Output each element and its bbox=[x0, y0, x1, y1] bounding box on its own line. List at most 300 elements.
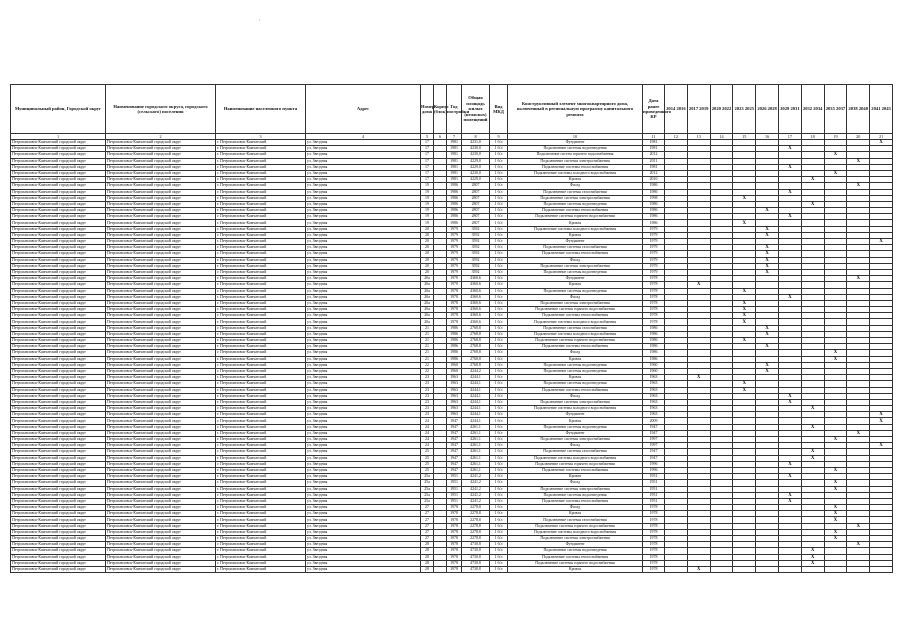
cell-settlement: Петропавловск-Камчатский городской округ bbox=[106, 455, 216, 461]
cell-year: 1981 bbox=[447, 158, 462, 164]
cell-prev-repair: 1986 bbox=[643, 338, 665, 344]
cell-settlement: Петропавловск-Камчатский городской округ bbox=[106, 313, 216, 319]
cell-year: 1947 bbox=[447, 461, 462, 467]
cell-area: 2807 bbox=[462, 201, 490, 207]
cell-element: Подключение системы электроснабжения bbox=[508, 437, 643, 443]
cell-locality: г. Петропавловск-Камчатский bbox=[216, 170, 306, 176]
cell-settlement: Петропавловск-Камчатский городской округ bbox=[106, 449, 216, 455]
cell-locality: г. Петропавловск-Камчатский bbox=[216, 325, 306, 331]
cell-prev-repair: 1947 bbox=[643, 430, 665, 436]
cell-prev-repair: 2010 bbox=[643, 177, 665, 183]
cell-type: 1 б/л bbox=[490, 424, 508, 430]
cell-locality: г. Петропавловск-Камчатский bbox=[216, 257, 306, 263]
cell-area: 4244,1 bbox=[462, 399, 490, 405]
cell-locality: г. Петропавловск-Камчатский bbox=[216, 282, 306, 288]
cell-settlement: Петропавловск-Камчатский городской округ bbox=[106, 183, 216, 189]
cell-area: 2278,8 bbox=[462, 517, 490, 523]
cell-year: 1978 bbox=[447, 282, 462, 288]
cell-settlement: Петропавловск-Камчатский городской округ bbox=[106, 511, 216, 517]
cell-area: 4261,1 bbox=[462, 424, 490, 430]
cell-area: 4241,2 bbox=[462, 474, 490, 480]
cell-year: 1986 bbox=[447, 208, 462, 214]
cell-house-number: 19 bbox=[421, 183, 434, 189]
cell-address: ул. Звездная bbox=[306, 331, 421, 337]
cell-type: 1 б/л bbox=[490, 331, 508, 337]
cell-element: Подключение системы холодного водоснабжения bbox=[508, 331, 643, 337]
cell-element: Подключение системы электроснабжения bbox=[508, 300, 643, 306]
cell-element: Фасад bbox=[508, 350, 643, 356]
repair-mark: X bbox=[742, 307, 747, 313]
cell-prev-repair: 1960 bbox=[643, 362, 665, 368]
header-address: Адрес bbox=[306, 85, 421, 134]
cell-settlement: Петропавловск-Камчатский городской округ bbox=[106, 443, 216, 449]
cell-year: 1963 bbox=[447, 406, 462, 412]
cell-year: 1963 bbox=[447, 381, 462, 387]
cell-address: ул. Звездная bbox=[306, 226, 421, 232]
cell-prev-repair: 1963 bbox=[643, 399, 665, 405]
cell-element: Подключение системы холодного водоснабжения bbox=[508, 529, 643, 535]
cell-house-number: 20а bbox=[421, 319, 434, 325]
cell-address: ул. Звездная bbox=[306, 375, 421, 381]
header-type: Вид МКД bbox=[490, 85, 508, 134]
cell-address: ул. Звездная bbox=[306, 412, 421, 418]
cell-area: 2807 bbox=[462, 208, 490, 214]
cell-area: 4230,0 bbox=[462, 152, 490, 158]
cell-house-number: 24 bbox=[421, 443, 434, 449]
cell-element: Подключение системы водоотведения bbox=[508, 424, 643, 430]
cell-area: 4244,1 bbox=[462, 387, 490, 393]
cell-element: Кровля bbox=[508, 177, 643, 183]
cell-year: 1979 bbox=[447, 239, 462, 245]
cell-address: ул. Звездная bbox=[306, 536, 421, 542]
repair-mark: X bbox=[788, 214, 792, 220]
cell-year: 1986 bbox=[447, 201, 462, 207]
cell-settlement: Петропавловск-Камчатский городской округ bbox=[106, 418, 216, 424]
repair-mark: X bbox=[856, 542, 861, 548]
cell-year: 1963 bbox=[447, 412, 462, 418]
cell-house-number: 25 bbox=[421, 449, 434, 455]
cell-type: 1 б/л bbox=[490, 177, 508, 183]
cell-address: ул. Звездная bbox=[306, 480, 421, 486]
cell-settlement: Петропавловск-Камчатский городской округ bbox=[106, 362, 216, 368]
cell-prev-repair: 1963 bbox=[643, 393, 665, 399]
cell-year: 1951 bbox=[447, 492, 462, 498]
cell-prev-repair: 1986 bbox=[643, 325, 665, 331]
cell-element: Подключение системы горячего водоснабжения bbox=[508, 560, 643, 566]
repair-mark: X bbox=[833, 437, 838, 443]
cell-year: 1951 bbox=[447, 474, 462, 480]
cell-settlement: Петропавловск-Камчатский городской округ bbox=[106, 189, 216, 195]
cell-area: 4730,8 bbox=[462, 554, 490, 560]
cell-area: 4261,1 bbox=[462, 467, 490, 473]
cell-element: Подключение системы теплоснабжения bbox=[508, 498, 643, 504]
cell-address: ул. Звездная bbox=[306, 183, 421, 189]
cell-settlement: Петропавловск-Камчатский городской округ bbox=[106, 523, 216, 529]
cell-type: 1 б/л bbox=[490, 319, 508, 325]
column-number: 20 bbox=[847, 134, 870, 140]
cell-settlement: Петропавловск-Камчатский городской округ bbox=[106, 331, 216, 337]
cell-house-number: 24 bbox=[421, 430, 434, 436]
cell-element: Подключение системы водоотведения bbox=[508, 362, 643, 368]
cell-area: 3592 bbox=[462, 245, 490, 251]
cell-house-number: 23 bbox=[421, 406, 434, 412]
cell-year: 1978 bbox=[447, 511, 462, 517]
cell-area: 4244,2 bbox=[462, 368, 490, 374]
cell-year: 1951 bbox=[447, 480, 462, 486]
cell-settlement: Петропавловск-Камчатский городской округ bbox=[106, 412, 216, 418]
cell-type: 1 б/л bbox=[490, 548, 508, 554]
cell-locality: г. Петропавловск-Камчатский bbox=[216, 183, 306, 189]
cell-address: ул. Звездная bbox=[306, 399, 421, 405]
cell-prev-repair: 2011 bbox=[643, 158, 665, 164]
cell-district: Петропавловск-Камчатский городской округ bbox=[11, 368, 106, 374]
cell-year: 1986 bbox=[447, 331, 462, 337]
cell-settlement: Петропавловск-Камчатский городской округ bbox=[106, 208, 216, 214]
cell-settlement: Петропавловск-Камчатский городской округ bbox=[106, 158, 216, 164]
cell-house-number: 22 bbox=[421, 368, 434, 374]
cell-locality: г. Петропавловск-Камчатский bbox=[216, 239, 306, 245]
cell-district: Петропавловск-Камчатский городской округ bbox=[11, 338, 106, 344]
cell-district: Петропавловск-Камчатский городской округ bbox=[11, 554, 106, 560]
cell-year: 1979 bbox=[447, 269, 462, 275]
cell-district: Петропавловск-Камчатский городской округ bbox=[11, 201, 106, 207]
cell-address: ул. Звездная bbox=[306, 325, 421, 331]
cell-element: Фасад bbox=[508, 294, 643, 300]
repair-mark: X bbox=[765, 344, 769, 350]
cell-prev-repair: 1998 bbox=[643, 195, 665, 201]
cell-element: Подключение системы водоотведения bbox=[508, 492, 643, 498]
cell-address: ул. Звездная bbox=[306, 294, 421, 300]
cell-element: Кровля bbox=[508, 375, 643, 381]
header-period: 2041 2043 bbox=[870, 85, 893, 134]
column-number: 6 bbox=[434, 134, 447, 140]
cell-address: ул. Звездная bbox=[306, 467, 421, 473]
cell-address: ул. Звездная bbox=[306, 492, 421, 498]
cell-year: 1978 bbox=[447, 542, 462, 548]
cell-locality: г. Петропавловск-Камчатский bbox=[216, 467, 306, 473]
column-number: 5 bbox=[421, 134, 434, 140]
cell-type: 1 б/л bbox=[490, 239, 508, 245]
cell-district: Петропавловск-Камчатский городской округ bbox=[11, 208, 106, 214]
cell-address: ул. Звездная bbox=[306, 338, 421, 344]
cell-district: Петропавловск-Камчатский городской округ bbox=[11, 276, 106, 282]
cell-address: ул. Звездная bbox=[306, 566, 421, 572]
cell-element: Подключение системы холодного водоснабжения bbox=[508, 406, 643, 412]
cell-address: ул. Звездная bbox=[306, 381, 421, 387]
cell-element: Кровля bbox=[508, 566, 643, 572]
cell-address: ул. Звездная bbox=[306, 189, 421, 195]
cell-year: 1986 bbox=[447, 344, 462, 350]
cell-element: Кровля bbox=[508, 282, 643, 288]
cell-settlement: Петропавловск-Камчатский городской округ bbox=[106, 356, 216, 362]
cell-house-number: 25а bbox=[421, 486, 434, 492]
cell-area: 3592 bbox=[462, 226, 490, 232]
cell-element: Фундамент bbox=[508, 140, 643, 146]
cell-area: 4230,0 bbox=[462, 146, 490, 152]
cell-type: 1 б/л bbox=[490, 449, 508, 455]
cell-year: 1979 bbox=[447, 251, 462, 257]
cell-area: 4360,6 bbox=[462, 288, 490, 294]
cell-area: 4730,8 bbox=[462, 560, 490, 566]
cell-area: 4360,6 bbox=[462, 276, 490, 282]
cell-type: 1 б/л bbox=[490, 263, 508, 269]
cell-element: Подключение системы холодного водоснабжения bbox=[508, 455, 643, 461]
cell-settlement: Петропавловск-Камчатский городской округ bbox=[106, 325, 216, 331]
cell-district: Петропавловск-Камчатский городской округ bbox=[11, 307, 106, 313]
column-number: 1 bbox=[11, 134, 106, 140]
cell-house-number: 25а bbox=[421, 492, 434, 498]
cell-house-number: 21 bbox=[421, 344, 434, 350]
cell-area: 3592 bbox=[462, 232, 490, 238]
cell-address: ул. Звездная bbox=[306, 511, 421, 517]
cell-locality: г. Петропавловск-Камчатский bbox=[216, 220, 306, 226]
cell-element: Подключение системы холодного водоснабжения bbox=[508, 226, 643, 232]
cell-settlement: Петропавловск-Камчатский городской округ bbox=[106, 399, 216, 405]
cell-address: ул. Звездная bbox=[306, 214, 421, 220]
cell-locality: г. Петропавловск-Камчатский bbox=[216, 511, 306, 517]
repair-mark: X bbox=[879, 412, 883, 418]
cell-year: 1963 bbox=[447, 387, 462, 393]
cell-house-number: 25а bbox=[421, 498, 434, 504]
cell-prev-repair: 1978 bbox=[643, 319, 665, 325]
cell-area: 4360,6 bbox=[462, 307, 490, 313]
cell-year: 1986 bbox=[447, 183, 462, 189]
repair-mark: X bbox=[696, 282, 701, 288]
cell-locality: г. Петропавловск-Камчатский bbox=[216, 356, 306, 362]
cell-district: Петропавловск-Камчатский городской округ bbox=[11, 381, 106, 387]
cell-address: ул. Звездная bbox=[306, 443, 421, 449]
cell-locality: г. Петропавловск-Камчатский bbox=[216, 226, 306, 232]
cell-element: Кровля bbox=[508, 511, 643, 517]
cell-locality: г. Петропавловск-Камчатский bbox=[216, 542, 306, 548]
cell-year: 1986 bbox=[447, 214, 462, 220]
cell-locality: г. Петропавловск-Камчатский bbox=[216, 443, 306, 449]
cell-locality: г. Петропавловск-Камчатский bbox=[216, 307, 306, 313]
cell-settlement: Петропавловск-Камчатский городской округ bbox=[106, 406, 216, 412]
cell-type: 1 б/л bbox=[490, 412, 508, 418]
cell-address: ул. Звездная bbox=[306, 548, 421, 554]
cell-district: Петропавловск-Камчатский городской округ bbox=[11, 183, 106, 189]
cell-district: Петропавловск-Камчатский городской округ bbox=[11, 146, 106, 152]
cell-house-number: 24 bbox=[421, 418, 434, 424]
cell-type: 1 б/л bbox=[490, 140, 508, 146]
cell-type: 1 б/л bbox=[490, 430, 508, 436]
repair-mark: X bbox=[833, 505, 838, 511]
cell-district: Петропавловск-Камчатский городской округ bbox=[11, 300, 106, 306]
cell-element: Подключение системы теплоснабжения bbox=[508, 387, 643, 393]
cell-area: 2278,8 bbox=[462, 511, 490, 517]
header-row bbox=[11, 85, 893, 134]
cell-settlement: Петропавловск-Камчатский городской округ bbox=[106, 152, 216, 158]
cell-year: 1978 bbox=[447, 517, 462, 523]
capital-repair-table bbox=[10, 84, 893, 573]
cell-district: Петропавловск-Камчатский городской округ bbox=[11, 406, 106, 412]
cell-settlement: Петропавловск-Камчатский городской округ bbox=[106, 195, 216, 201]
cell-element: Подключение системы водоотведения bbox=[508, 269, 643, 275]
cell-element: Фасад bbox=[508, 393, 643, 399]
cell-year: 1979 bbox=[447, 263, 462, 269]
cell-type: 1 б/л bbox=[490, 164, 508, 170]
cell-house-number: 28 bbox=[421, 566, 434, 572]
repair-mark: X bbox=[833, 529, 838, 535]
repair-mark: X bbox=[742, 313, 747, 319]
cell-prev-repair: 1978 bbox=[643, 517, 665, 523]
cell-locality: г. Петропавловск-Камчатский bbox=[216, 449, 306, 455]
cell-house-number: 19 bbox=[421, 220, 434, 226]
cell-district: Петропавловск-Камчатский городской округ bbox=[11, 331, 106, 337]
repair-mark: X bbox=[765, 325, 769, 331]
cell-area: 4229,0 bbox=[462, 164, 490, 170]
cell-year: 1981 bbox=[447, 140, 462, 146]
cell-type: 1 б/л bbox=[490, 566, 508, 572]
cell-locality: г. Петропавловск-Камчатский bbox=[216, 313, 306, 319]
cell-settlement: Петропавловск-Камчатский городской округ bbox=[106, 300, 216, 306]
cell-element: Подключение системы холодного водоснабжения bbox=[508, 319, 643, 325]
repair-mark: X bbox=[833, 536, 838, 542]
cell-house-number: 20 bbox=[421, 269, 434, 275]
cell-area: 2278,8 bbox=[462, 523, 490, 529]
column-number: 11 bbox=[643, 134, 665, 140]
cell-element: Фасад bbox=[508, 480, 643, 486]
cell-period bbox=[756, 566, 779, 572]
cell-district: Петропавловск-Камчатский городской округ bbox=[11, 492, 106, 498]
column-number: 8 bbox=[462, 134, 490, 140]
cell-address: ул. Звездная bbox=[306, 201, 421, 207]
cell-prev-repair: 1960 bbox=[643, 368, 665, 374]
repair-mark: X bbox=[879, 140, 883, 146]
cell-settlement: Петропавловск-Камчатский городской округ bbox=[106, 140, 216, 146]
cell-locality: г. Петропавловск-Камчатский bbox=[216, 350, 306, 356]
cell-house-number: 21 bbox=[421, 338, 434, 344]
header-period: 2038 2040 bbox=[847, 85, 870, 134]
cell-type: 1 б/л bbox=[490, 443, 508, 449]
cell-settlement: Петропавловск-Камчатский городской округ bbox=[106, 350, 216, 356]
cell-year: 1978 bbox=[447, 523, 462, 529]
cell-house-number: 24 bbox=[421, 437, 434, 443]
cell-type: 1 б/л bbox=[490, 498, 508, 504]
cell-address: ул. Звездная bbox=[306, 344, 421, 350]
cell-address: ул. Звездная bbox=[306, 418, 421, 424]
cell-type: 1 б/л bbox=[490, 529, 508, 535]
cell-type: 1 б/л bbox=[490, 350, 508, 356]
cell-address: ул. Звездная bbox=[306, 406, 421, 412]
cell-district: Петропавловск-Камчатский городской округ bbox=[11, 566, 106, 572]
repair-mark: X bbox=[742, 387, 747, 393]
column-number: 17 bbox=[778, 134, 801, 140]
cell-district: Петропавловск-Камчатский городской округ bbox=[11, 529, 106, 535]
cell-type: 1 б/л bbox=[490, 325, 508, 331]
cell-element: Подключение системы газоснабжения bbox=[508, 449, 643, 455]
cell-element: Подключение системы газоснабжения bbox=[508, 325, 643, 331]
cell-locality: г. Петропавловск-Камчатский bbox=[216, 548, 306, 554]
cell-house-number: 23 bbox=[421, 393, 434, 399]
cell-locality: г. Петропавловск-Камчатский bbox=[216, 140, 306, 146]
cell-district: Петропавловск-Камчатский городской округ bbox=[11, 443, 106, 449]
repair-mark: X bbox=[788, 189, 792, 195]
cell-year: 1951 bbox=[447, 498, 462, 504]
cell-element: Подключение системы горячего водоснабжения bbox=[508, 307, 643, 313]
header-block: Корпус (блок) bbox=[434, 85, 447, 134]
cell-locality: г. Петропавловск-Камчатский bbox=[216, 344, 306, 350]
cell-area: 3592 bbox=[462, 239, 490, 245]
repair-mark: X bbox=[856, 183, 861, 189]
cell-element: Фасад bbox=[508, 257, 643, 263]
cell-settlement: Петропавловск-Камчатский городской округ bbox=[106, 226, 216, 232]
column-number: 3 bbox=[216, 134, 306, 140]
cell-year: 1986 bbox=[447, 350, 462, 356]
cell-settlement: Петропавловск-Камчатский городской округ bbox=[106, 536, 216, 542]
cell-address: ул. Звездная bbox=[306, 362, 421, 368]
cell-prev-repair: 1978 bbox=[643, 511, 665, 517]
cell-locality: г. Петропавловск-Камчатский bbox=[216, 195, 306, 201]
cell-settlement: Петропавловск-Камчатский городской округ bbox=[106, 319, 216, 325]
cell-locality: г. Петропавловск-Камчатский bbox=[216, 381, 306, 387]
cell-area: 4229,0 bbox=[462, 177, 490, 183]
header-area: Общая площадь жилых (нежилых) помещений bbox=[462, 85, 490, 134]
cell-area: 4360,6 bbox=[462, 313, 490, 319]
cell-settlement: Петропавловск-Камчатский городской округ bbox=[106, 368, 216, 374]
cell-address: ул. Звездная bbox=[306, 498, 421, 504]
cell-area: 4261,1 bbox=[462, 449, 490, 455]
repair-mark: X bbox=[742, 195, 747, 201]
column-number: 2 bbox=[106, 134, 216, 140]
cell-settlement: Петропавловск-Камчатский городской округ bbox=[106, 338, 216, 344]
cell-settlement: Петропавловск-Камчатский городской округ bbox=[106, 393, 216, 399]
cell-element: Подключение системы газоснабжения bbox=[508, 189, 643, 195]
cell-locality: г. Петропавловск-Камчатский bbox=[216, 461, 306, 467]
cell-settlement: Петропавловск-Камчатский городской округ bbox=[106, 282, 216, 288]
cell-area: 4244,1 bbox=[462, 418, 490, 424]
cell-year: 1978 bbox=[447, 548, 462, 554]
cell-address: ул. Звездная bbox=[306, 319, 421, 325]
cell-type: 1 б/л bbox=[490, 523, 508, 529]
cell-house-number: 21 bbox=[421, 325, 434, 331]
cell-type: 1 б/л bbox=[490, 517, 508, 523]
cell-settlement: Петропавловск-Камчатский городской округ bbox=[106, 375, 216, 381]
cell-house-number: 25 bbox=[421, 467, 434, 473]
cell-address: ул. Звездная bbox=[306, 177, 421, 183]
cell-locality: г. Петропавловск-Камчатский bbox=[216, 251, 306, 257]
repair-mark: X bbox=[810, 201, 815, 207]
cell-year: 1963 bbox=[447, 375, 462, 381]
header-period: 2020 2022 bbox=[710, 85, 733, 134]
cell-settlement: Петропавловск-Камчатский городской округ bbox=[106, 517, 216, 523]
cell-settlement: Петропавловск-Камчатский городской округ bbox=[106, 430, 216, 436]
header-period: 2017 2019 bbox=[687, 85, 710, 134]
cell-locality: г. Петропавловск-Камчатский bbox=[216, 523, 306, 529]
cell-locality: г. Петропавловск-Камчатский bbox=[216, 418, 306, 424]
cell-district: Петропавловск-Камчатский городской округ bbox=[11, 467, 106, 473]
cell-area: 4360,6 bbox=[462, 294, 490, 300]
cell-type: 1 б/л bbox=[490, 474, 508, 480]
cell-house-number: 17 bbox=[421, 146, 434, 152]
cell-address: ул. Звездная bbox=[306, 523, 421, 529]
cell-area: 4244,1 bbox=[462, 375, 490, 381]
cell-year: 1978 bbox=[447, 294, 462, 300]
cell-element: Подключение системы горячего водоснабжения bbox=[508, 523, 643, 529]
cell-address: ул. Звездная bbox=[306, 195, 421, 201]
cell-type: 1 б/л bbox=[490, 362, 508, 368]
cell-district: Петропавловск-Камчатский городской округ bbox=[11, 170, 106, 176]
cell-period bbox=[778, 566, 801, 572]
repair-mark: X bbox=[788, 294, 792, 300]
cell-house-number: 28 bbox=[421, 542, 434, 548]
cell-year: 1947 bbox=[447, 418, 462, 424]
cell-district: Петропавловск-Камчатский городской округ bbox=[11, 239, 106, 245]
cell-settlement: Петропавловск-Камчатский городской округ bbox=[106, 480, 216, 486]
cell-year: 1978 bbox=[447, 307, 462, 313]
cell-element: Подключение системы водоотведения bbox=[508, 368, 643, 374]
